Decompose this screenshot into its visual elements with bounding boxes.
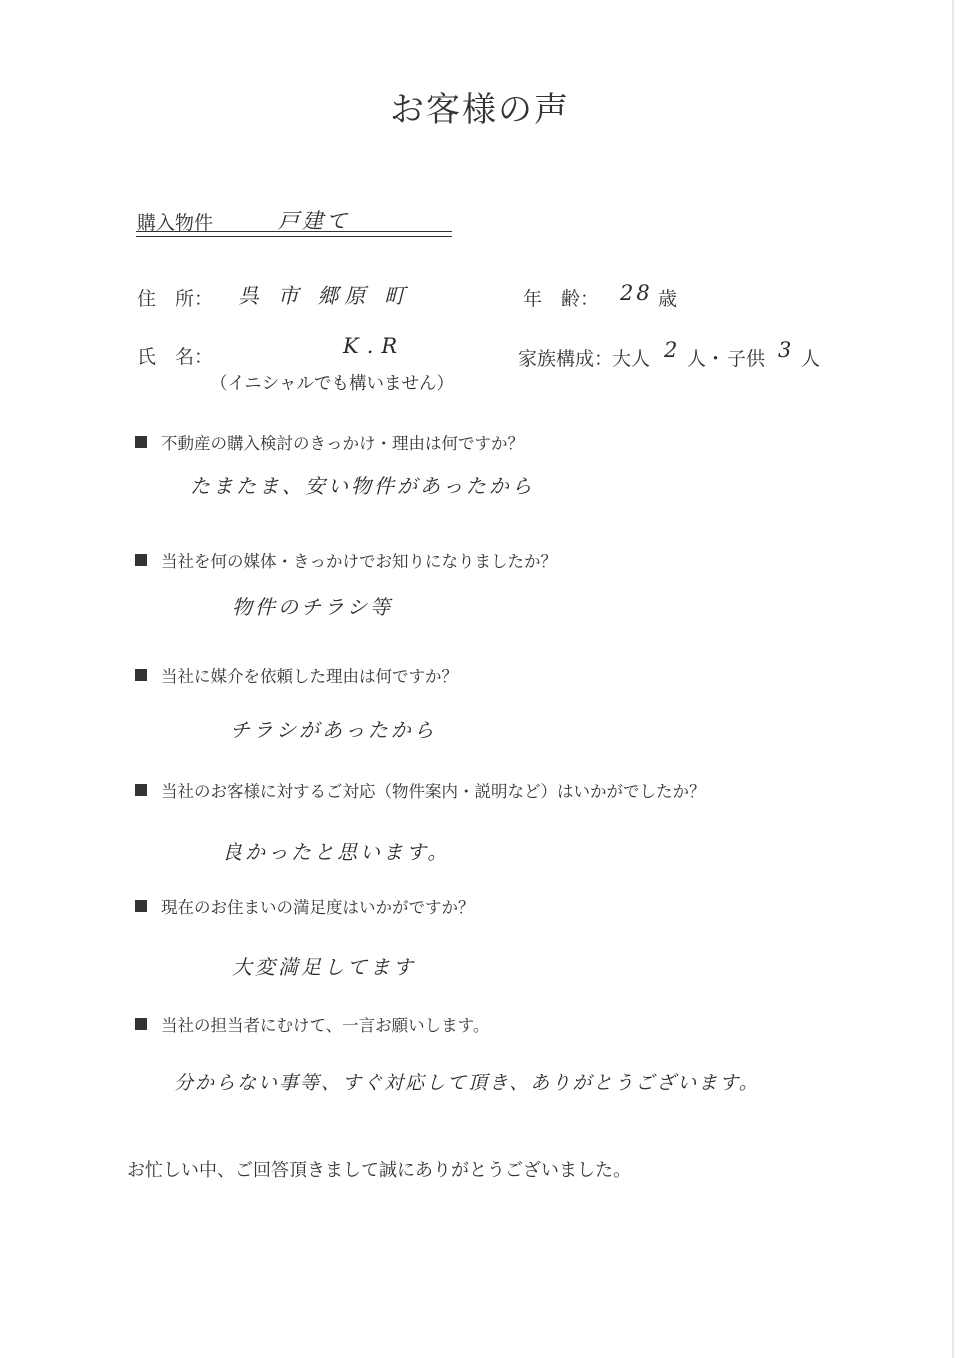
question-4: 当社のお客様に対するご対応（物件案内・説明など）はいかがでしたか？: [135, 778, 706, 802]
name-value: K.R: [343, 334, 406, 358]
bullet-icon: [135, 554, 147, 566]
answer-1: たまたま、安い物件があったから: [190, 474, 535, 498]
family-children-label: 子供: [727, 348, 766, 370]
age-unit: 歳: [658, 288, 678, 310]
answer-5: 大変満足してます: [232, 955, 416, 979]
bullet-icon: [135, 669, 147, 681]
bullet-icon: [135, 900, 147, 912]
page-title: お客様の声: [390, 90, 570, 130]
name-label: 氏 名：: [137, 346, 214, 368]
bullet-icon: [135, 1018, 147, 1030]
answer-3: チラシがあったから: [230, 718, 437, 742]
property-label: 購入物件: [137, 212, 214, 234]
family-label: 家族構成：: [518, 348, 614, 370]
family-adults-label: 大人: [612, 348, 651, 370]
question-1: 不動産の購入検討のきっかけ・理由は何ですか？: [135, 430, 524, 454]
age-label: 年 齢：: [523, 288, 600, 310]
property-underline: [136, 231, 452, 237]
answer-2: 物件のチラシ等: [232, 595, 393, 619]
scan-edge: [952, 0, 954, 1358]
family-adults-count: 2: [664, 338, 681, 362]
question-3: 当社に媒介を依頼した理由は何ですか？: [135, 663, 458, 687]
address-label: 住 所：: [137, 288, 214, 310]
closing-message: お忙しい中、ご回答頂きまして誠にありがとうございました。: [127, 1160, 631, 1181]
family-children-unit: 人: [801, 348, 821, 370]
property-value: 戸建て: [278, 209, 350, 233]
address-value: 呉 市 郷原 町: [238, 284, 412, 308]
question-6: 当社の担当者にむけて、一言お願いします。: [135, 1012, 489, 1036]
name-note: （イニシャルでも構いません）: [210, 374, 454, 394]
bullet-icon: [135, 784, 147, 796]
age-value: 28: [620, 281, 653, 305]
family-children-count: 3: [778, 338, 795, 362]
answer-4: 良かったと思います。: [222, 840, 451, 864]
bullet-icon: [135, 436, 147, 448]
question-5: 現在のお住まいの満足度はいかがですか？: [135, 894, 475, 918]
answer-6: 分からない事等、すぐ対応して頂き、ありがとうございます。: [174, 1072, 760, 1094]
family-adults-unit: 人・: [687, 348, 726, 370]
question-2: 当社を何の媒体・きっかけでお知りになりましたか？: [135, 548, 557, 572]
